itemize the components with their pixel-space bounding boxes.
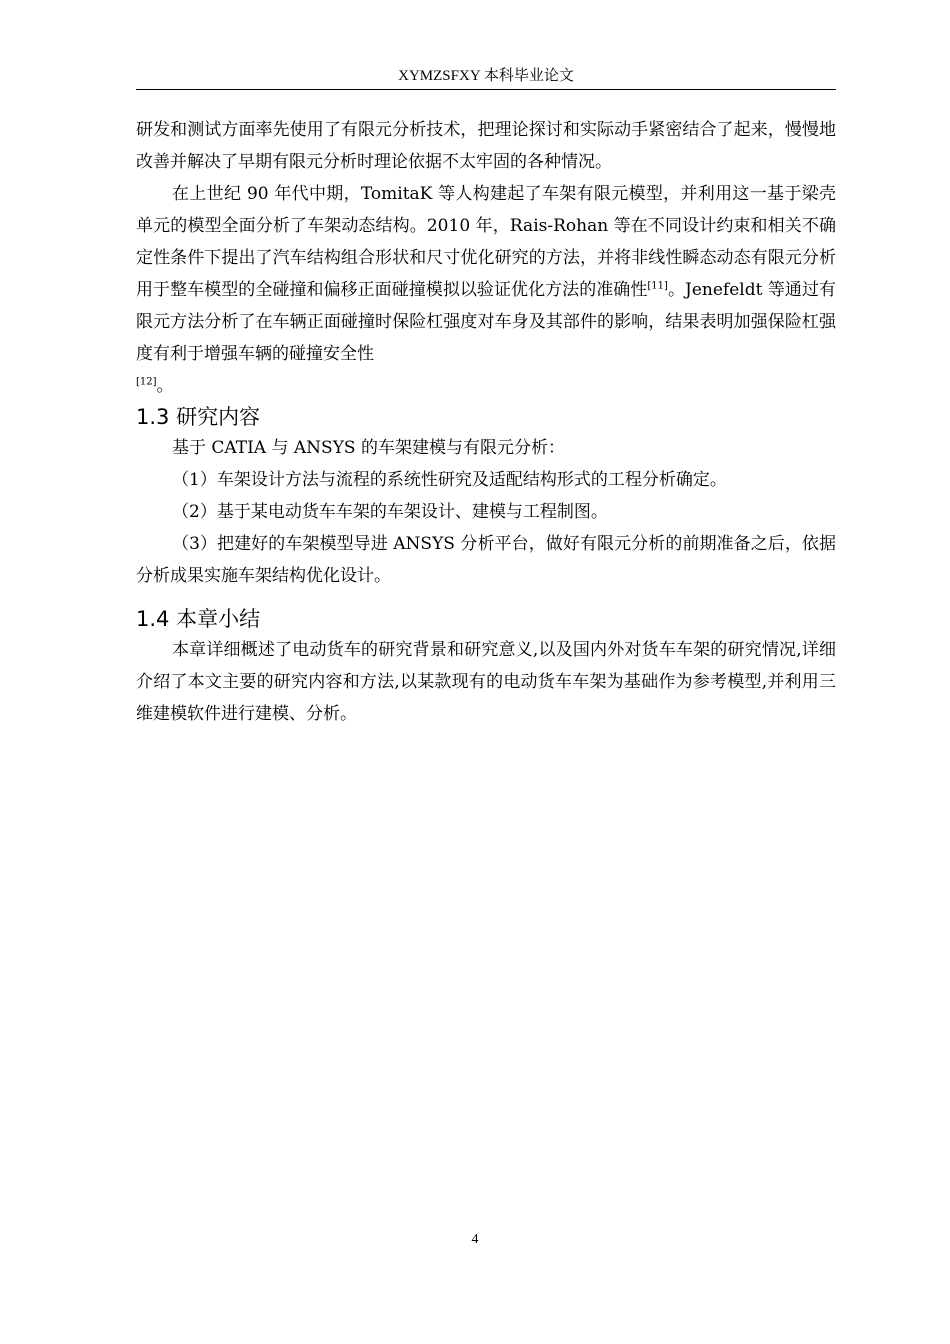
paragraph-2 <box>136 178 836 402</box>
page-content <box>136 114 836 730</box>
section-heading-1-3: 1.3 研究内容 <box>136 405 261 429</box>
list-item-3: （3）把建好的车架模型导进 ANSYS 分析平台，做好有限元分析的前期准备之后，依据分析成果实施车架结构优化设计。 <box>136 534 836 586</box>
section-heading-1-4: 1.4 本章小结 <box>136 607 261 631</box>
section-1-4-body: 本章详细概述了电动货车的研究背景和研究意义,以及国内外对货车车架的研究情况,详细介绍了本文主要的研究内容和方法,以某款现有的电动货车车架为基础作为参考模型,并利用三维建模软件进行建模、分析。 <box>136 640 836 724</box>
header-rule <box>136 89 836 90</box>
list-item-1: （1）车架设计方法与流程的系统性研究及适配结构形式的工程分析确定。 <box>172 470 727 490</box>
page-header: XYMZSFXY 本科毕业论文 <box>398 68 574 84</box>
paragraph-2-part-c: 。 <box>156 376 174 396</box>
citation-12: [12] <box>136 376 157 388</box>
paragraph-1: 研发和测试方面率先使用了有限元分析技术，把理论探讨和实际动手紧密结合了起来，慢慢地改善并解决了早期有限元分析时理论依据不太牢固的各种情况。 <box>136 120 836 172</box>
page-number: 4 <box>471 1232 479 1247</box>
list-item-2: （2）基于某电动货车车架的车架设计、建模与工程制图。 <box>172 502 608 522</box>
paragraph-2-part-b: 。Jenefeldt 等通过有限元方法分析了在车辆正面碰撞时保险杠强度对车身及其部件的影响，结果表明加强保险杠强度有利于增强车辆的碰撞安全性 <box>136 280 837 364</box>
paragraph-2-part-a: 在上世纪 90 年代中期，TomitaK 等人构建起了车架有限元模型，并利用这一基于梁壳单元的模型全面分析了车架动态结构。2010 年，Rais-Rohan 等在不同设计约束和相关不确定性条件下提出了汽车结构组合形状和尺寸优化研究的方法，并将非线性瞬态动态有限元分析用于整车模型的全碰撞和偏移正面碰撞模拟以验证优化方法的准确性 <box>136 184 836 300</box>
section-1-3-intro: 基于 CATIA 与 ANSYS 的车架建模与有限元分析： <box>172 438 565 458</box>
citation-11: [11] <box>647 280 668 292</box>
